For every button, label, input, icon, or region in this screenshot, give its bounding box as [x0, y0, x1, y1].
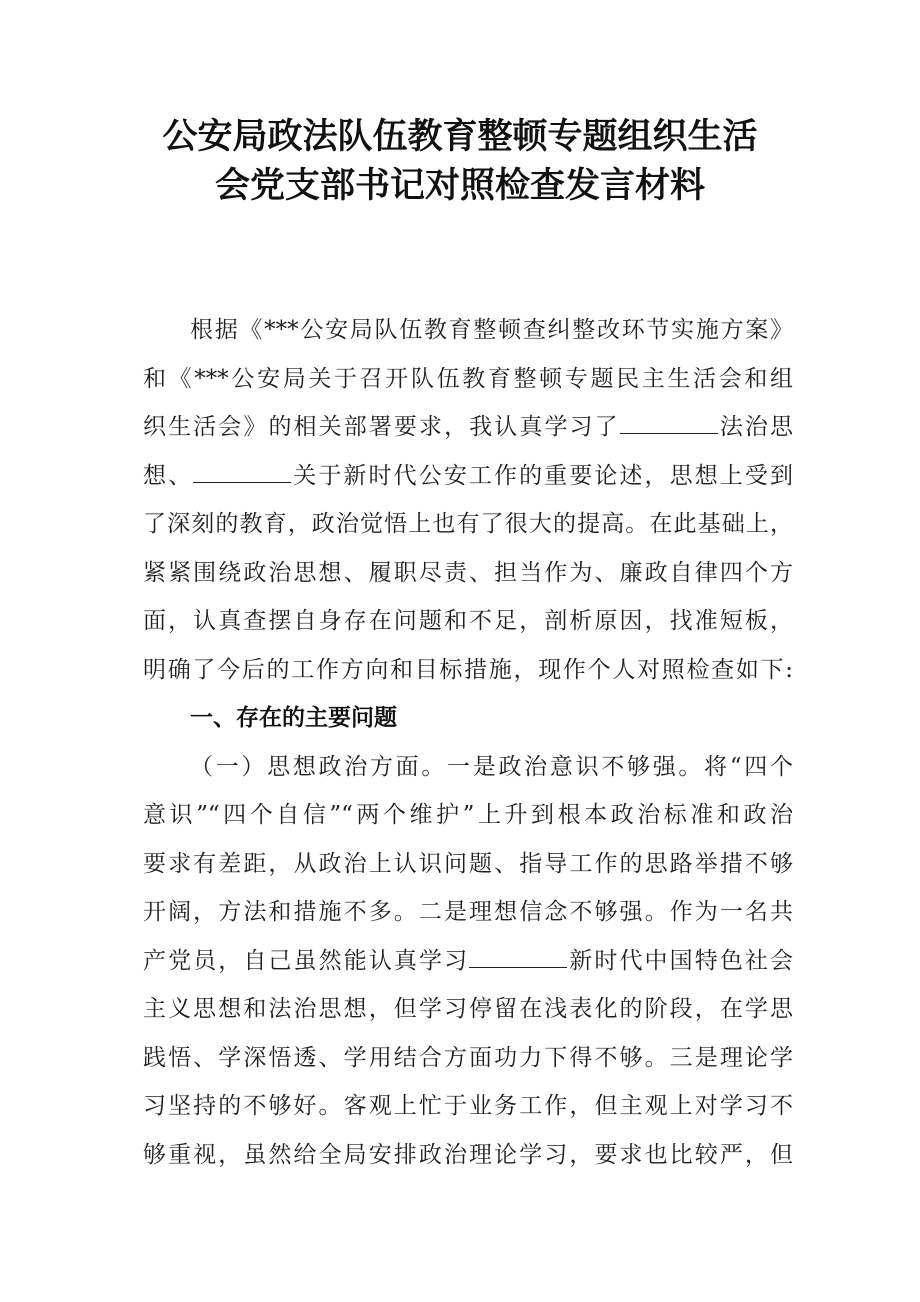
paragraph-2-line-4: 开阔，方法和措施不多。二是理想信念不够强。作为一名共 [143, 899, 793, 925]
paragraph-1-line-3-end: 法治思 [717, 414, 794, 440]
paragraph-1-line-2: 和《***公安局关于召开队伍教育整顿专题民主生活会和组 [143, 366, 793, 392]
fill-in-blank [193, 464, 291, 483]
paragraph-2-line-8: 习坚持的不够好。客观上忙于业务工作，但主观上对学习不 [143, 1093, 793, 1119]
paragraph-1-line-3-start: 织生活会》的相关部署要求，我认真学习了 [143, 414, 620, 440]
paragraph-2-line-7: 践悟、学深悟透、学用结合方面功力下得不够。三是理论学 [143, 1045, 793, 1071]
paragraph-2-line-3: 要求有差距，从政治上认识问题、指导工作的思路举措不够 [143, 851, 793, 877]
section-heading: 一、存在的主要问题 [190, 705, 397, 731]
paragraph-1-line-4-start: 想、 [143, 463, 194, 489]
paragraph-1-line-8: 明确了今后的工作方向和目标措施，现作个人对照检查如下: [143, 657, 793, 683]
document-title-line-1: 公安局政法队伍教育整顿专题组织生活 [162, 117, 758, 157]
fill-in-blank [620, 415, 718, 434]
document-title-line-2: 会党支部书记对照检查发言材料 [214, 166, 705, 206]
paragraph-2-line-5-end: 新时代中国特色社会 [567, 948, 794, 974]
paragraph-1-line-4 [143, 461, 793, 491]
paragraph-1-line-1: 根据《***公安局队伍教育整顿查纠整改环节实施方案》 [190, 317, 793, 343]
paragraph-2-line-1: （一）思想政治方面。一是政治意识不够强。将“四个 [190, 754, 793, 780]
paragraph-1-line-5: 了深刻的教育，政治觉悟上也有了很大的提高。在此基础上， [143, 511, 793, 537]
paragraph-1-line-4-end: 关于新时代公安工作的重要论述，思想上受到 [291, 463, 794, 489]
paragraph-2-line-2: 意识”“四个自信”“两个维护”上升到根本政治标准和政治 [143, 802, 793, 828]
paragraph-1-line-6: 紧紧围绕政治思想、履职尽责、担当作为、廉政自律四个方 [143, 560, 793, 586]
paragraph-2-line-5 [143, 946, 793, 976]
paragraph-2-line-6: 主义思想和法治思想，但学习停留在浅表化的阶段，在学思 [143, 996, 793, 1022]
paragraph-1-line-3 [143, 412, 793, 442]
paragraph-2-line-9: 够重视，虽然给全局安排政治理论学习，要求也比较严，但 [143, 1142, 793, 1168]
paragraph-2-line-5-start: 产党员，自己虽然能认真学习 [143, 948, 470, 974]
paragraph-1-line-7: 面，认真查摆自身存在问题和不足，剖析原因，找准短板， [143, 608, 793, 634]
fill-in-blank [469, 949, 567, 968]
